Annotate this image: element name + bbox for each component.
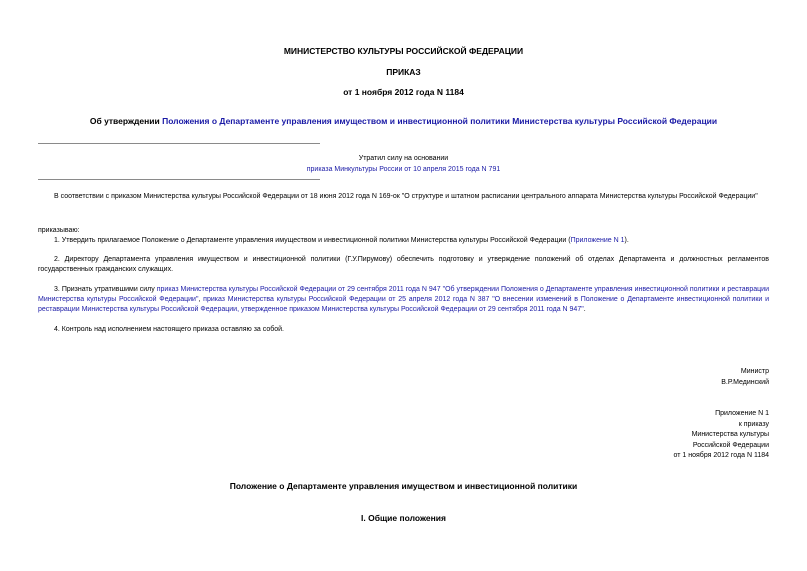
item-3-end: .: [583, 306, 586, 313]
repealed-order-947-link[interactable]: приказ Министерства культуры Российской Федерации от 29 сентября 2011 года N 947 "Об утверждении Положения о Департаменте управления инвестиционной политики и реставрации Министерства культуры Российской Федерации": [38, 286, 769, 303]
item-2: 2. Директору Департамента управления имуществом и инвестиционной политики (Г.У.Пирумову) обеспечить подготовку и утверждение положений об отделах Департамента и должностных регламентов государственных гражданских служащих.: [38, 256, 769, 273]
appendix-block: [674, 409, 769, 462]
title-link[interactable]: Положения о Департаменте управления имуществом и инвестиционной политики Министерства культуры Российской Федерации: [162, 116, 718, 126]
date-number-heading: от 1 ноября 2012 года N 1184: [343, 87, 464, 97]
appendix-line-1: Приложение N 1: [715, 410, 769, 417]
repeal-link[interactable]: приказа Минкультуры России от 10 апреля 2015 года N 791: [306, 166, 501, 173]
item-3: [38, 285, 769, 315]
repeal-line: Утратил силу на основании: [358, 155, 449, 162]
bottom-divider: [38, 179, 320, 180]
item-3-start: 3. Признать утратившими силу: [54, 286, 157, 293]
item-1-text: 1. Утвердить прилагаемое Положение о Департаменте управления имуществом и инвестиционной политики Министерства культуры Российской Федерации (: [54, 237, 571, 244]
section-title: Положение о Департаменте управления имуществом и инвестиционной политики: [229, 481, 578, 491]
top-divider: [38, 143, 320, 144]
chapter-title: I. Общие положения: [361, 513, 446, 523]
item-4: 4. Контроль над исполнением настоящего приказа оставляю за собой.: [54, 326, 285, 333]
item-1: [38, 236, 769, 246]
order-word: приказываю:: [38, 227, 80, 234]
appendix-link[interactable]: Приложение N 1: [570, 237, 625, 244]
appendix-line-5: от 1 ноября 2012 года N 1184: [673, 452, 769, 459]
signature-block: [721, 367, 769, 388]
document-title: [0, 116, 807, 126]
repealed-order-387-link[interactable]: приказ Министерства культуры Российской Федерации от 25 апреля 2012 года N 387 "О внесении изменений в Положение о Департаменте инвестиционной политики и реставрации Министерства культуры Российской Федерации, утвержденное приказом Министерства культуры Российской Федерации от 29 сентября 2011 года N 947": [38, 296, 769, 313]
appendix-line-2: к приказу: [738, 420, 769, 428]
title-prefix: Об утверждении: [89, 116, 163, 126]
appendix-line-4: Российской Федерации: [692, 441, 769, 449]
doc-type-heading: ПРИКАЗ: [386, 67, 421, 77]
preamble: В соответствии с приказом Министерства культуры Российской Федерации от 18 июня 2012 года N 169-ок "О структуре и штатном расписании центрального аппарата Министерства культуры Российской Федерации": [54, 193, 758, 200]
repeal-note: [0, 154, 807, 175]
signature-position: Министр: [740, 368, 769, 375]
item-1-end: ).: [624, 237, 629, 244]
ministry-heading: МИНИСТЕРСТВО КУЛЬТУРЫ РОССИЙСКОЙ ФЕДЕРАЦИИ: [283, 46, 524, 56]
signature-name: В.Р.Мединский: [721, 378, 769, 386]
appendix-line-3: Министерства культуры: [691, 431, 769, 438]
item-3-mid: ,: [198, 296, 204, 303]
